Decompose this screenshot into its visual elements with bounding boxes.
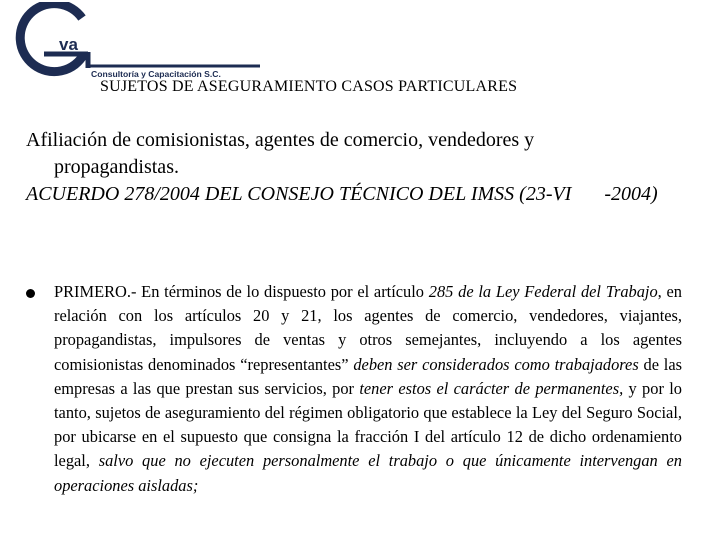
slide-title: SUJETOS DE ASEGURAMIENTO CASOS PARTICULARES (100, 78, 518, 95)
emphasis-text: tener estos el carácter de permanentes, (359, 378, 624, 398)
company-logo (4, 2, 262, 84)
article-paragraph (54, 280, 682, 498)
paragraph-segment: y por lo tanto, sujetos de aseguramiento del régimen obligatorio que establece la Ley del Seguro Social, por ubicarse en el supuesto que consigna la fracción I del artículo 12 de dicho ordenamiento legal, (54, 378, 682, 471)
paragraph-segment: PRIMERO.- En términos de lo dispuesto por el artículo (54, 282, 429, 301)
agreement-reference-line-1: ACUERDO 278/2004 DEL CONSEJO TÉCNICO DEL IMSS (23-VI (26, 183, 572, 205)
agreement-reference-line-2: -2004) (604, 183, 658, 205)
logo-tagline: Consultoría y Capacitación S.C. (91, 69, 221, 79)
emphasis-text: deben ser considerados como trabajadores (353, 354, 639, 374)
paragraph-segment: , en relación con los artículos 20 y 21, los agentes de comercio, vendedores, viajantes, propagandistas, impulsores de ventas y otros semejantes, incluyendo a los agentes comisionistas denominados “representantes” (54, 282, 683, 374)
heading-line-1: Afiliación de comisionistas, agentes de comercio, vendedores y (26, 129, 535, 151)
emphasis-text: salvo que no ejecuten personalmente el trabajo o que únicamente intervengan en operaciones aisladas; (54, 451, 682, 495)
heading-line-2: propagandistas. (54, 156, 179, 178)
section-heading (26, 127, 686, 208)
paragraph-segment: de las empresas a las que prestan sus servicios, por (54, 354, 682, 398)
law-reference: 285 de la Ley Federal del Trabajo (428, 282, 658, 301)
bullet-dot-icon (26, 289, 35, 298)
logo-wordmark: va (59, 35, 78, 54)
